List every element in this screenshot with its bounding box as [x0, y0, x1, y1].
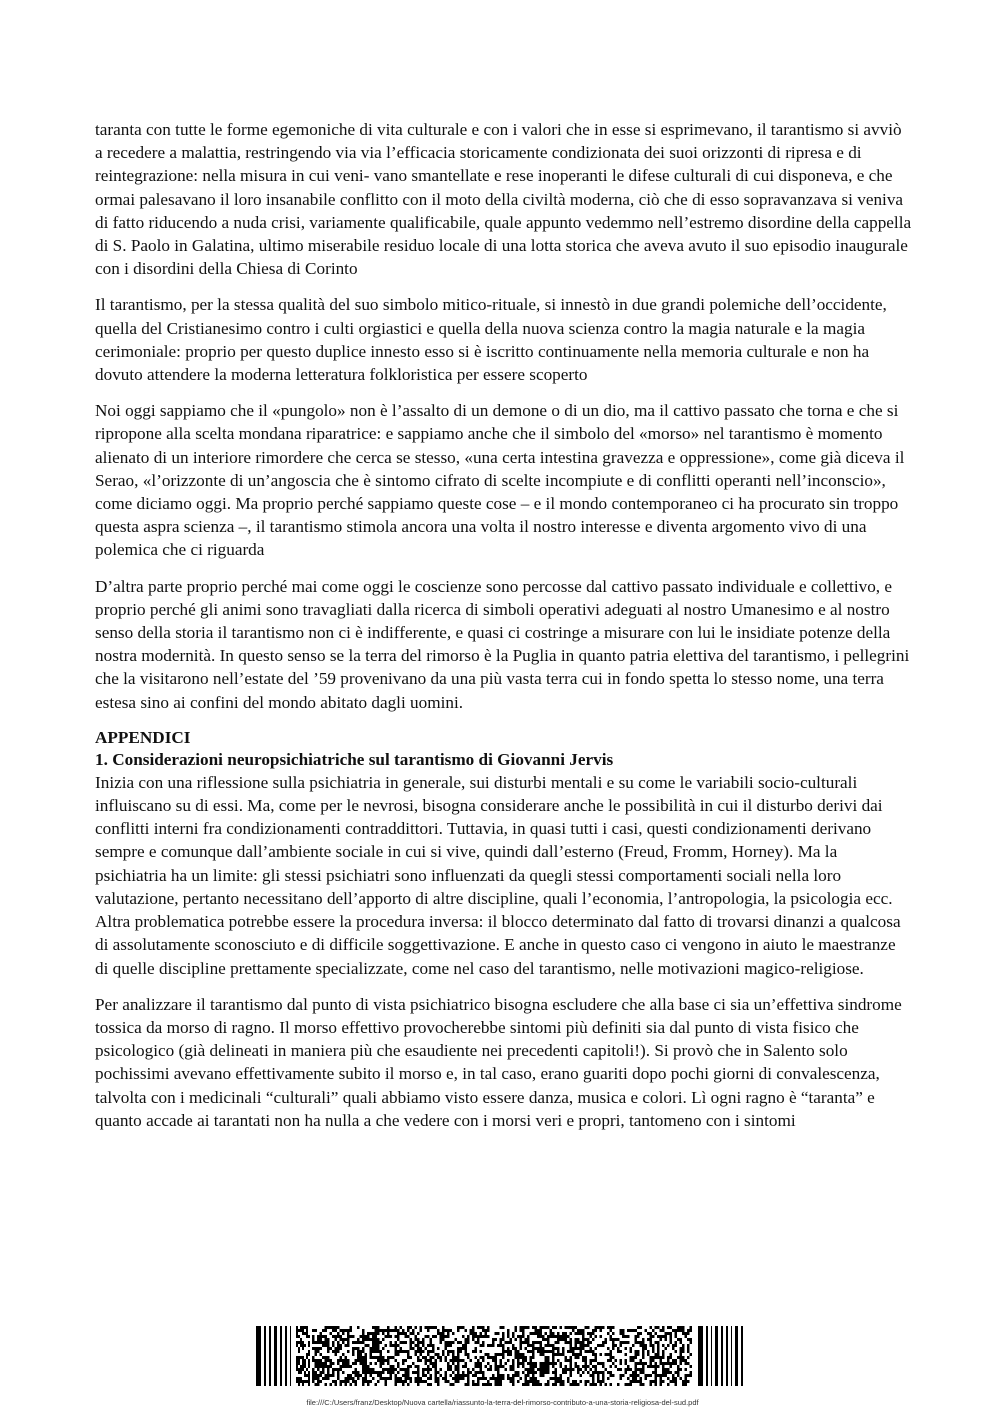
- barcode-image: [250, 1318, 755, 1394]
- paragraph-1: taranta con tutte le forme egemoniche di vita culturale e con i valori che in esse si esprimevano, il tarantismo si avviò a recedere a malattia, restringendo via via l’efficacia storicamente condizionata dei suoi orizzonti di ripresa e di reintegrazione: nella misura in cui veni- vano smantellate e rese inoperanti le difese culturali di cui disponeva, e che ormai palesavano il loro insanabile conflitto con il moto della civiltà moderna, ciò che di esso sopravanzava si veniva di fatto riducendo a nuda crisi, variamente qualificabile, quale appunto vedemmo nell’estremo disordine della cappella di S. Paolo in Galatina, ultimo miserabile residuo locale di una lotta storica che aveva avuto il suo episodio inaugurale con i disordini della Chiesa di Corinto: [95, 120, 912, 279]
- document-body: [95, 118, 913, 1145]
- paragraph-4: D’altra parte proprio perché mai come oggi le coscienze sono percosse dal cattivo passato individuale e collettivo, e proprio perché gli animi sono travagliati dalla ricerca di simboli operativi adeguati al nostro Umanesimo e al nostro senso della storia il tarantismo non ci è indifferente, e quasi ci costringe a misurare con lui le insidiate potenze della nostra modernità. In questo senso se la terra del rimorso è la Puglia in quanto patria elettiva del tarantismo, i pellegrini che la visitarono nell’estate del ’59 provenivano da una più vasta terra cui in fondo spetta lo stesso nome, una terra estesa sino ai confini del mondo abitato dagli uomini.: [95, 576, 910, 712]
- paragraph-3: Noi oggi sappiamo che il «pungolo» non è l’assalto di un demone o di un dio, ma il cattivo passato che torna e che si ripropone alla scelta mondana riparatrice: e sappiamo anche che il simbolo del «morso» nel tarantismo è momento alienato di un interiore rimordere che cerca se stesso, «una certa intestina gravezza e oppressione», come già diceva il Serao, «l’orizzonte di un’angoscia che è sintomo cifrato di scelte incompiute e di conflitti operanti nell’inconscio», come diciamo oggi. Ma proprio perché sappiamo queste cose – e il mondo contemporaneo ci ha procurato sin troppo questa aspra scienza –, il tarantismo stimola ancora una volta il nostro interesse e diventa argomento vivo di una polemica che ci riguarda: [95, 401, 905, 560]
- paragraph-2: Il tarantismo, per la stessa qualità del suo simbolo mitico-rituale, si innestò in due grandi polemiche dell’occidente, quella del Cristianesimo contro i culti orgiastici e quella della nuova scienza contro la magia naturale e la magia cerimoniale: proprio per questo duplice innesto esso si è iscritto continuamente nella memoria culturale e non ha dovuto attendere la moderna letteratura folkloristica per essere scoperto: [95, 295, 887, 385]
- appendix-paragraph-1: Inizia con una riflessione sulla psichiatria in generale, sui disturbi mentali e su come le variabili socio-culturali influiscano su di essi. Ma, come per le nevrosi, bisogna considerare anche le possibilità in cui il disturbo derivi dai conflitti interni fra condizionamenti contraddittori. Tuttavia, in quasi tutti i casi, questi condizionamenti derivano sempre e comunque dall’ambiente sociale in cui si vive, quindi dall’esterno (Freud, Fromm, Horney). Ma la psichiatria ha un limite: gli stessi psichiatri sono influenzati da quegli stessi comportamenti sociali nella loro valutazione, pertanto necessitano dell’apporto di altre discipline, quali l’economia, l’antropologia, la psicologia ecc. Altra problematica potrebbe essere la procedura inversa: il blocco determinato dal fatto di trovarsi dinanzi a qualcosa di assolutamente sconosciuto e di difficile soggettivazione. E anche in questo caso ci vengono in aiuto le maestranze di quelle discipline prettamente specializzate, come nel caso del tarantismo, nelle motivazioni magico-religiose.: [95, 772, 901, 978]
- appendix-subheading: 1. Considerazioni neuropsichiatriche sul tarantismo di Giovanni Jervis: [95, 749, 614, 769]
- appendix-heading: APPENDICI: [95, 727, 191, 747]
- page-footer: [250, 1318, 755, 1410]
- file-path-label: file:///C:/Users/franz/Desktop/Nuova cartella/riassunto-la-terra-del-rimorso-contributo-a-una-storia-religiosa-del-sud.pdf: [306, 1398, 699, 1407]
- appendix-paragraph-2: Per analizzare il tarantismo dal punto di vista psichiatrico bisogna escludere che alla base ci sia un’effettiva sindrome tossica da morso di ragno. Il morso effettivo provocherebbe sintomi più definiti sia dal punto di vista fisico che psicologico (già delineati in maniera più che esaudiente nei precedenti capitoli!). Si provò che in Salento solo pochissimi avevano effettivamente subito il morso e, in tal caso, erano guariti dopo pochi giorni di convalescenza, talvolta con i medicinali “culturali” quali abbiamo visto essere danza, musica e colori. Lì ogni ragno è “taranta” e quanto accade ai tarantati non ha nulla a che vedere con i morsi veri e propri, tantomeno con i sintomi: [95, 994, 902, 1130]
